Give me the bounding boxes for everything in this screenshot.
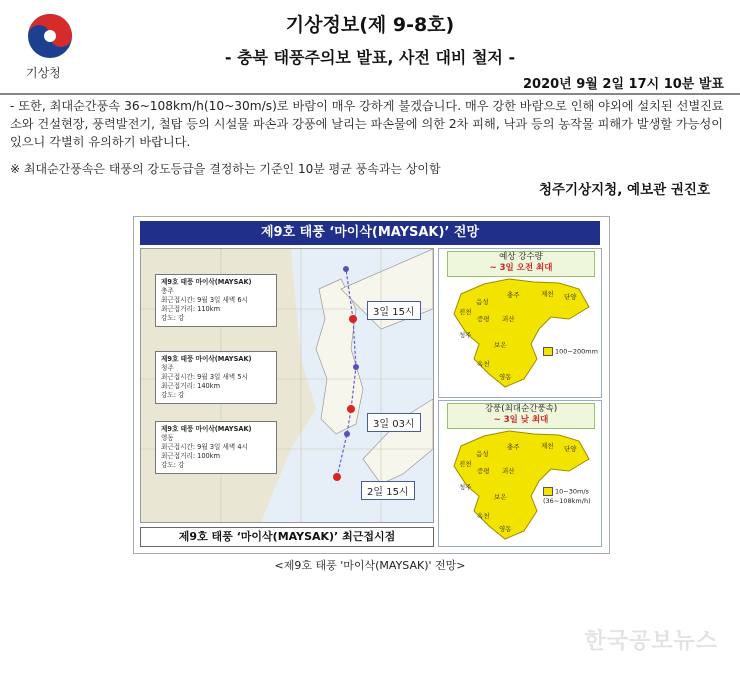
wind-panel (438, 400, 602, 547)
track-point (344, 431, 350, 437)
rainfall-map (439, 249, 601, 397)
legend-swatch (543, 487, 553, 496)
region-label: 단양 (564, 293, 577, 301)
day-label: 2일 15시 (361, 481, 415, 500)
region-label: 단양 (564, 445, 577, 453)
page-subtitle: - 충북 태풍주의보 발표, 사전 대비 철저 - (224, 48, 516, 67)
watermark: 한국공보뉴스 (584, 629, 718, 654)
figure-caption: <제9호 태풍 '마이삭(MAYSAK)' 전망> (274, 559, 466, 572)
track-point (347, 405, 355, 413)
region-label: 증평 (477, 467, 490, 475)
region-label: 청주 (459, 483, 472, 491)
track-point (353, 364, 359, 370)
wind-panel-header: 강풍(최대순간풍속) ~ 3일 낮 최대 (447, 403, 595, 429)
region-label: 진천 (459, 460, 472, 468)
info-box-yeongdong: 제9호 태풍 마이삭(MAYSAK) 영동 최근접시간: 9월 3일 새벽 4시 최근접거리: 100km 강도: 강 (155, 421, 277, 474)
info-box-cheongju: 제9호 태풍 마이삭(MAYSAK) 청주 최근접시간: 9월 3일 새벽 5시 최근접거리: 140km 강도: 강 (155, 351, 277, 404)
page-title: 기상정보(제 9-8호) (285, 14, 455, 36)
region-label: 보은 (494, 493, 507, 501)
day-label: 3일 03시 (367, 413, 421, 432)
body-paragraph: - 또한, 최대순간풍속 36~108km/h(10~30m/s)로 바람이 매우 강하게 불겠습니다. 매우 강한 바람으로 인해 야외에 설치된 선별진료소와 건설현장, 풍력발전기, 철탑 등의 시설물 파손과 강풍에 날리는 파손물에 의한 2차 피해, 낙과 등의 농작물 피해가 발생할 가능성이 있으니 각별히 유의하기 바랍니다. (10, 99, 724, 149)
region-label: 괴산 (502, 467, 515, 475)
region-label: 충주 (507, 291, 520, 299)
author-line: 청주기상지청, 예보관 권진호 (538, 182, 710, 198)
region-label: 괴산 (502, 315, 515, 323)
rainfall-panel-header: 예상 강수량 ~ 3일 오전 최대 (447, 251, 595, 277)
day-label: 3일 15시 (367, 301, 421, 320)
region-label: 영동 (499, 525, 512, 533)
region-label: 증평 (477, 315, 490, 323)
legend-swatch (543, 347, 553, 356)
figure-header: 제9호 태풍 ‘마이삭(MAYSAK)’ 전망 (140, 221, 600, 245)
region-label: 충주 (507, 443, 520, 451)
region-label: 청주 (459, 331, 472, 339)
rainfall-panel (438, 248, 602, 398)
info-box-chungju: 제9호 태풍 마이삭(MAYSAK) 충주 최근접시간: 9월 3일 새벽 6시 최근접거리: 110km 강도: 강 (155, 274, 277, 327)
track-point (349, 315, 357, 323)
region-label: 옥천 (477, 360, 490, 368)
region-label: 영동 (499, 373, 512, 381)
region-label: 보은 (494, 341, 507, 349)
region-label: 음성 (476, 450, 489, 458)
region-label: 음성 (476, 298, 489, 306)
footnote: ※ 최대순간풍속은 태풍의 강도등급을 결정하는 기준인 10분 평균 풍속과는 상이함 (10, 162, 441, 176)
rainfall-legend: 100~200mm (543, 347, 598, 356)
track-point (333, 473, 341, 481)
wind-legend: 10~30m/s (36~108km/h) (543, 487, 591, 505)
divider (0, 93, 740, 95)
region-label: 제천 (541, 290, 554, 298)
agency-name: 기상청 (26, 66, 61, 80)
figure-bottom-bar: 제9호 태풍 ‘마이삭(MAYSAK)’ 최근접시점 (140, 527, 434, 547)
region-label: 진천 (459, 308, 472, 316)
track-map (140, 248, 434, 523)
region-label: 옥천 (477, 512, 490, 520)
wind-map (439, 401, 601, 546)
issue-dateline: 2020년 9월 2일 17시 10분 발표 (523, 77, 724, 92)
track-point (343, 266, 349, 272)
region-label: 제천 (541, 442, 554, 450)
